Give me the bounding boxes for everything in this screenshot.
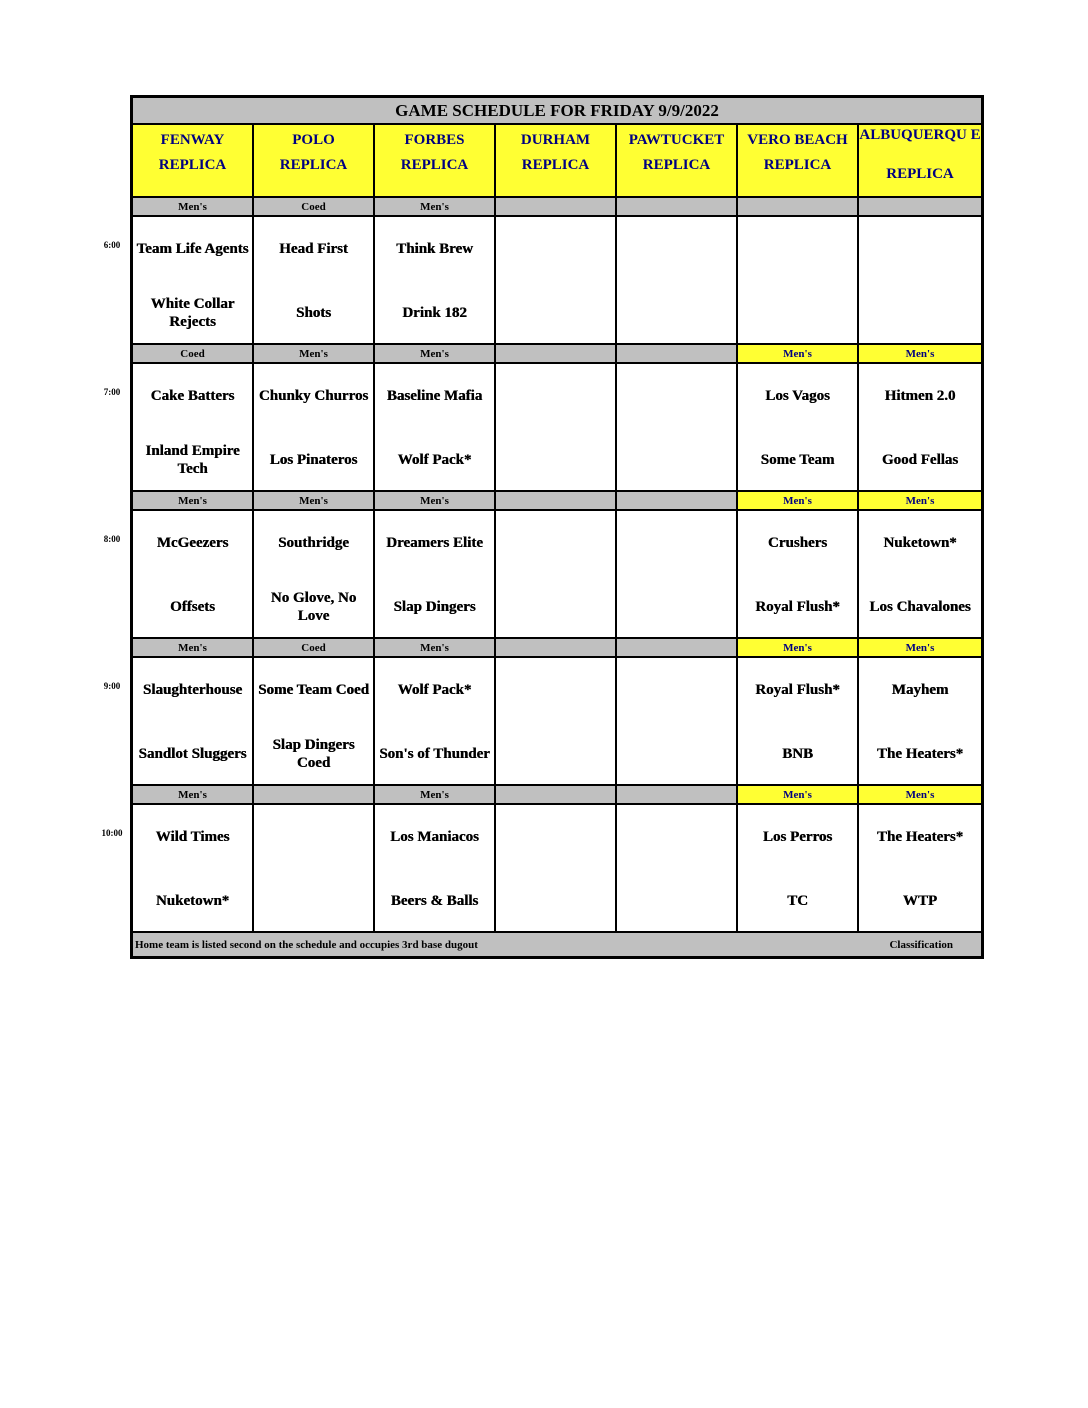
game-cell (616, 363, 737, 491)
visiting-team: Head First (279, 241, 348, 257)
field-header (253, 124, 374, 197)
classification-cell (737, 197, 858, 216)
home-team (617, 736, 736, 772)
game-cell (858, 363, 982, 491)
home-team: Sandlot Sluggers (138, 746, 247, 762)
field-type: REPLICA (279, 157, 348, 173)
time-label: 8:00 (103, 534, 121, 544)
classification-row (132, 638, 982, 657)
field-name: FENWAY (160, 132, 225, 148)
field-header (374, 124, 495, 197)
classification-cell: Men's (374, 785, 495, 804)
game-cell (132, 657, 253, 785)
classification-row (132, 785, 982, 804)
field-type: REPLICA (400, 157, 469, 173)
home-team: No Glove, No Love (270, 590, 357, 624)
classification-cell: Men's (737, 785, 858, 804)
time-label: 7:00 (103, 387, 121, 397)
visiting-team: Nuketown* (883, 535, 957, 551)
classification-cell: Men's (374, 197, 495, 216)
home-team (738, 295, 857, 331)
game-cell (737, 363, 858, 491)
game-row (132, 510, 982, 638)
game-cell (737, 804, 858, 932)
visiting-team: Team Life Agents (136, 241, 249, 257)
home-team: Los Pinateros (269, 452, 358, 468)
field-name: PAWTUCKET (628, 132, 725, 148)
classification-cell: Men's (737, 344, 858, 363)
game-cell (495, 216, 616, 344)
home-team (496, 883, 615, 919)
classification-cell (616, 197, 737, 216)
game-cell (374, 216, 495, 344)
classification-cell: Coed (132, 344, 253, 363)
game-cell (616, 657, 737, 785)
home-team (496, 589, 615, 625)
visiting-team (496, 672, 615, 708)
game-cell (132, 804, 253, 932)
visiting-team: Baseline Mafia (386, 388, 483, 404)
game-cell (253, 510, 374, 638)
visiting-team: Mayhem (891, 682, 949, 698)
field-name: VERO BEACH (747, 132, 848, 148)
game-cell (495, 510, 616, 638)
field-type: REPLICA (521, 157, 590, 173)
classification-cell: Coed (253, 197, 374, 216)
field-name: DURHAM (520, 132, 591, 148)
classification-cell: Men's (858, 491, 982, 510)
game-cell (616, 216, 737, 344)
home-team (859, 295, 981, 331)
classification-cell: Men's (132, 638, 253, 657)
home-team: Offsets (170, 599, 215, 615)
visiting-team: Crushers (767, 535, 828, 551)
visiting-team (496, 378, 615, 414)
home-team: Slap Dingers Coed (272, 737, 355, 771)
home-team: Slap Dingers (393, 599, 476, 615)
home-team: Los Chavalones (869, 599, 971, 615)
game-cell (253, 804, 374, 932)
visiting-team: Think Brew (396, 241, 473, 257)
classification-cell (253, 785, 374, 804)
footer (132, 932, 982, 957)
visiting-team: Wolf Pack* (397, 682, 472, 698)
visiting-team: Wild Times (155, 829, 230, 845)
field-type: REPLICA (158, 157, 227, 173)
visiting-team: Los Vagos (765, 388, 830, 404)
home-team (496, 736, 615, 772)
visiting-team: Los Perros (762, 829, 833, 845)
home-team: Royal Flush* (755, 599, 840, 615)
field-header (132, 124, 253, 197)
game-row (132, 804, 982, 932)
field-header (858, 124, 982, 197)
time-label: 10:00 (101, 828, 123, 838)
game-cell (253, 657, 374, 785)
game-row (132, 216, 982, 344)
game-cell (374, 510, 495, 638)
home-team: White Collar Rejects (150, 296, 235, 330)
game-cell (253, 216, 374, 344)
field-name: FORBES (404, 132, 465, 148)
classification-cell (495, 491, 616, 510)
game-cell (374, 657, 495, 785)
visiting-team: Los Maniacos (390, 829, 479, 845)
field-header-row (132, 124, 982, 197)
classification-cell (616, 785, 737, 804)
classification-cell (858, 197, 982, 216)
classification-cell (616, 344, 737, 363)
game-cell (374, 363, 495, 491)
classification-cell: Men's (132, 197, 253, 216)
classification-cell: Men's (858, 785, 982, 804)
field-name: POLO (292, 132, 335, 148)
visiting-team: McGeezers (156, 535, 229, 551)
field-header (616, 124, 737, 197)
classification-cell: Men's (374, 344, 495, 363)
footer-note: Home team is listed second on the schedule and occupies 3rd base dugout (135, 938, 478, 951)
game-cell (374, 804, 495, 932)
classification-cell: Men's (132, 491, 253, 510)
game-cell (616, 510, 737, 638)
visiting-team: Royal Flush* (755, 682, 840, 698)
visiting-team (738, 231, 857, 267)
game-cell (616, 804, 737, 932)
classification-cell: Men's (374, 638, 495, 657)
home-team (617, 589, 736, 625)
field-header (495, 124, 616, 197)
classification-cell: Men's (253, 491, 374, 510)
home-team: Drink 182 (402, 305, 467, 321)
game-row (132, 363, 982, 491)
game-cell (132, 363, 253, 491)
home-team: TC (787, 893, 808, 909)
field-name: ALBUQUERQU E (859, 127, 981, 143)
classification-cell: Men's (132, 785, 253, 804)
visiting-team (496, 525, 615, 561)
visiting-team: The Heaters* (876, 829, 964, 845)
visiting-team: Some Team Coed (258, 682, 369, 698)
game-cell (858, 804, 982, 932)
game-cell (737, 510, 858, 638)
visiting-team: Slaughterhouse (142, 682, 243, 698)
game-row (132, 657, 982, 785)
visiting-team (617, 231, 736, 267)
classification-cell: Men's (253, 344, 374, 363)
home-team: The Heaters* (876, 746, 964, 762)
game-cell (495, 657, 616, 785)
game-cell (858, 216, 982, 344)
game-cell (132, 510, 253, 638)
visiting-team (254, 819, 373, 855)
title-row (132, 97, 982, 124)
field-type: REPLICA (642, 157, 711, 173)
classification-cell: Men's (737, 491, 858, 510)
visiting-team (617, 525, 736, 561)
game-cell (858, 510, 982, 638)
classification-cell: Men's (858, 344, 982, 363)
visiting-team: Hitmen 2.0 (884, 388, 956, 404)
classification-cell (495, 344, 616, 363)
classification-row (132, 491, 982, 510)
field-type: REPLICA (886, 166, 954, 182)
visiting-team (617, 819, 736, 855)
home-team (617, 442, 736, 478)
home-team: Nuketown* (155, 893, 230, 909)
home-team: Beers & Balls (390, 893, 479, 909)
game-cell (737, 216, 858, 344)
classification-cell: Coed (253, 638, 374, 657)
home-team: Shots (295, 305, 332, 321)
visiting-team (617, 672, 736, 708)
time-label: 9:00 (103, 681, 121, 691)
home-team: Some Team (760, 452, 835, 468)
field-type: REPLICA (763, 157, 832, 173)
classification-cell: Men's (737, 638, 858, 657)
field-header (737, 124, 858, 197)
classification-cell (616, 491, 737, 510)
game-cell (858, 657, 982, 785)
visiting-team (496, 231, 615, 267)
home-team (254, 883, 373, 919)
visiting-team (496, 819, 615, 855)
footer-row (132, 932, 982, 957)
visiting-team (617, 378, 736, 414)
page-title: GAME SCHEDULE FOR FRIDAY 9/9/2022 (132, 97, 982, 124)
classification-row (132, 344, 982, 363)
game-cell (495, 804, 616, 932)
classification-cell (495, 197, 616, 216)
classification-cell (495, 785, 616, 804)
visiting-team: Dreamers Elite (386, 535, 483, 551)
game-cell (253, 363, 374, 491)
game-cell (737, 657, 858, 785)
visiting-team: Chunky Churros (258, 388, 369, 404)
home-team (496, 442, 615, 478)
visiting-team: Cake Batters (150, 388, 235, 404)
time-label: 6:00 (103, 240, 121, 250)
visiting-team (859, 231, 981, 267)
game-cell (132, 216, 253, 344)
classification-cell (616, 638, 737, 657)
home-team: Inland Empire Tech (145, 443, 240, 477)
classification-cell (495, 638, 616, 657)
classification-row (132, 197, 982, 216)
visiting-team: Southridge (278, 535, 349, 551)
home-team: Son's of Thunder (379, 746, 490, 762)
classification-cell: Men's (858, 638, 982, 657)
home-team: Wolf Pack* (397, 452, 472, 468)
home-team: Good Fellas (881, 452, 959, 468)
home-team: WTP (902, 893, 938, 909)
home-team: BNB (782, 746, 813, 762)
classification-cell: Men's (374, 491, 495, 510)
footer-legend: Classification (889, 938, 953, 951)
home-team (617, 883, 736, 919)
home-team (496, 295, 615, 331)
home-team (617, 295, 736, 331)
schedule-table (130, 95, 984, 959)
game-cell (495, 363, 616, 491)
